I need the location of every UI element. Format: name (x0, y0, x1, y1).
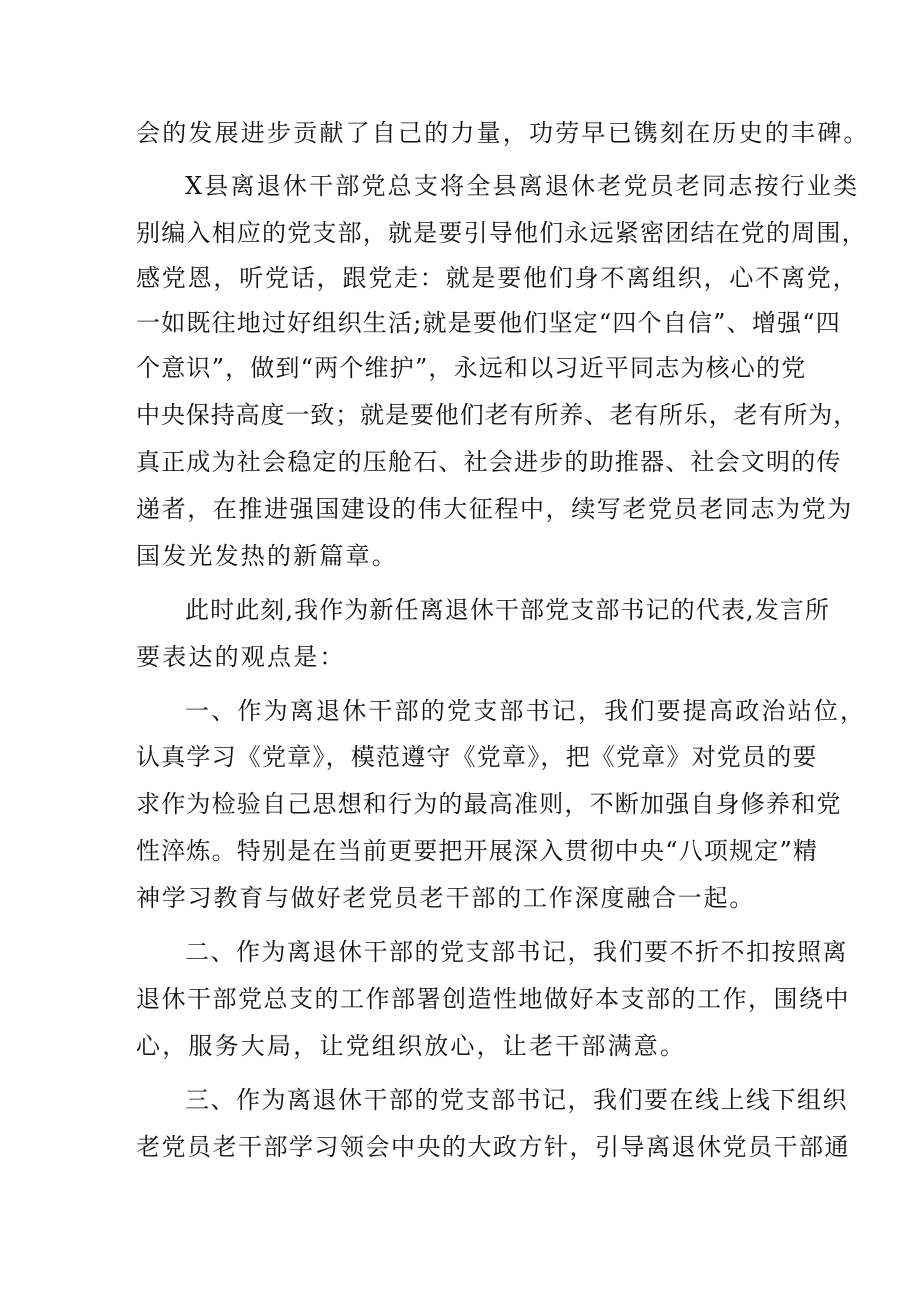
text-line-11: 此时此刻,我作为新任离退休干部党支部书记的代表,发言所 (185, 596, 830, 624)
text-line-16: 性淬炼。特别是在当前更要把开展深入贯彻中央“八项规定”精 (136, 837, 819, 865)
text-line-1: 会的发展进步贡献了自己的力量，功劳早已镌刻在历史的丰碑。 (136, 119, 870, 147)
text-line-6: 个意识”，做到“两个维护”，永远和以习近平同志为核心的党 (136, 354, 807, 382)
text-line-17: 神学习教育与做好老党员老干部的工作深度融合一起。 (136, 884, 756, 912)
text-line-8: 真正成为社会稳定的压舱石、社会进步的助推器、社会文明的传 (136, 448, 842, 476)
text-line-10: 国发光发热的新篇章。 (136, 542, 398, 570)
text-line-2: X县离退休干部党总支将全县离退休老党员老同志按行业类 (185, 172, 860, 200)
text-line-22: 老党员老干部学习领会中央的大政方针，引导离退休党员干部通 (136, 1133, 850, 1161)
text-line-20: 心，服务大局，让党组织放心，让老干部满意。 (136, 1032, 687, 1060)
text-line-14: 认真学习《党章》，模范遵守《党章》，把《党章》对党员的要 (136, 743, 818, 771)
text-line-21: 三、作为离退休干部的党支部书记，我们要在线上线下组织 (185, 1086, 848, 1114)
text-line-15: 求作为检验自己思想和行为的最高准则，不断加强自身修养和党 (136, 790, 842, 818)
text-line-5: 一如既往地过好组织生活;就是要他们坚定“四个自信”、增强“四 (136, 309, 841, 337)
text-line-3: 别编入相应的党支部，就是要引导他们永远紧密团结在党的周围， (136, 219, 867, 247)
text-line-18: 二、作为离退休干部的党支部书记，我们要不折不扣按照离 (185, 938, 848, 966)
text-line-12: 要表达的观点是： (136, 643, 346, 671)
text-line-4: 感党恩，听党话，跟党走：就是要他们身不离组织，心不离党， (136, 264, 859, 292)
text-line-13: 一、作为离退休干部的党支部书记，我们要提高政治站位， (185, 697, 867, 725)
text-line-9: 递者，在推进强国建设的伟大征程中，续写老党员老同志为党为 (136, 495, 853, 523)
text-line-19: 退休干部党总支的工作部署创造性地做好本支部的工作，围绕中 (136, 985, 850, 1013)
text-line-7: 中央保持高度一致；就是要他们老有所养、老有所乐，老有所为， (136, 401, 859, 429)
